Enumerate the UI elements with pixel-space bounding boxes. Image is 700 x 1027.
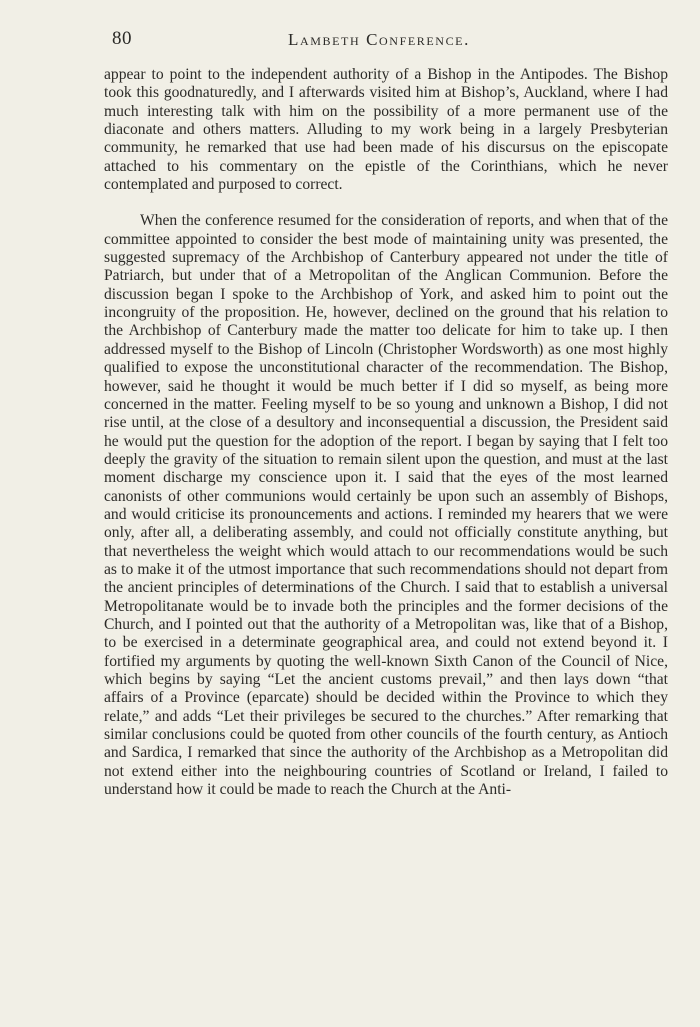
body-text bbox=[104, 66, 668, 799]
running-title: Lambeth Conference. bbox=[288, 30, 470, 49]
running-head bbox=[104, 28, 668, 52]
paragraph-2: When the conference resumed for the consideration of reports, and when that of the committee appointed to consider the best mode of maintaining unity was presented, the suggested supremacy of the Archbishop of Canterbury appeared not under the title of Patriarch, but under that of a Metropolitan of the Anglican Communion. Before the discussion began I spoke to the Archbishop of York, and asked him to point out the incongruity of the proposition. He, however, declined on the ground that his relation to the Archbishop of Canterbury made the matter too delicate for him to take up. I then addressed myself to the Bishop of Lincoln (Christopher Wordsworth) as one most highly qualified to expose the unconstitutional character of the recommendation. The Bishop, however, said he thought it would be much better if I did so myself, as being more concerned in the matter. Feeling myself to be so young and unknown a Bishop, I did not rise until, at the close of a desultory and inconsequential a discussion, the President said he would put the question for the adoption of the report. I began by saying that I felt too deeply the gravity of the situation to remain silent upon the question, and must at the last moment discharge my conscience upon it. I said that the eyes of the most learned canonists of other communions would certainly be upon such an assembly of Bishops, and would criticise its pronouncements and actions. I reminded my hearers that we were only, after all, a deliberating assembly, and could not officially constitute anything, but that nevertheless the weight which would attach to our recommendations would be such as to make it of the utmost importance that such recommendations should not depart from the ancient principles of determinations of the Church. I said that to establish a universal Metropolitanate would be to invade both the principles and the former decisions of the Church, and I pointed out that the authority of a Metropolitan was, like that of a Bishop, to be exercised in a determinate geographical area, and could not extend beyond it. I fortified my arguments by quoting the well-known Sixth Canon of the Council of Nice, which begins by saying “Let the ancient customs prevail,” and then lays down “that affairs of a Province (eparcate) should be decided within the Province to which they relate,” and adds “Let their privileges be secured to the churches.” After remarking that similar conclusions could be quoted from other councils of the fourth century, as Antioch and Sardica, I remarked that since the authority of the Archbishop as a Metropolitan did not extend either into the neighbouring countries of Scotland or Ireland, I failed to understand how it could be made to reach the Church at the Anti- bbox=[104, 212, 668, 799]
book-page bbox=[104, 0, 668, 1027]
page-number: 80 bbox=[112, 28, 132, 49]
paragraph-1: appear to point to the independent authority of a Bishop in the Antipodes. The Bishop took this goodnaturedly, and I afterwards visited him at Bishop’s, Auckland, where I had much interesting talk with him on the possibility of a more permanent use of the diaconate and others matters. Alluding to my work being in a largely Presbyterian community, he remarked that use had been made of his discursus on the episcopate attached to his commentary on the epistle of the Corinthians, which he never contemplated and purposed to correct. bbox=[104, 66, 668, 194]
